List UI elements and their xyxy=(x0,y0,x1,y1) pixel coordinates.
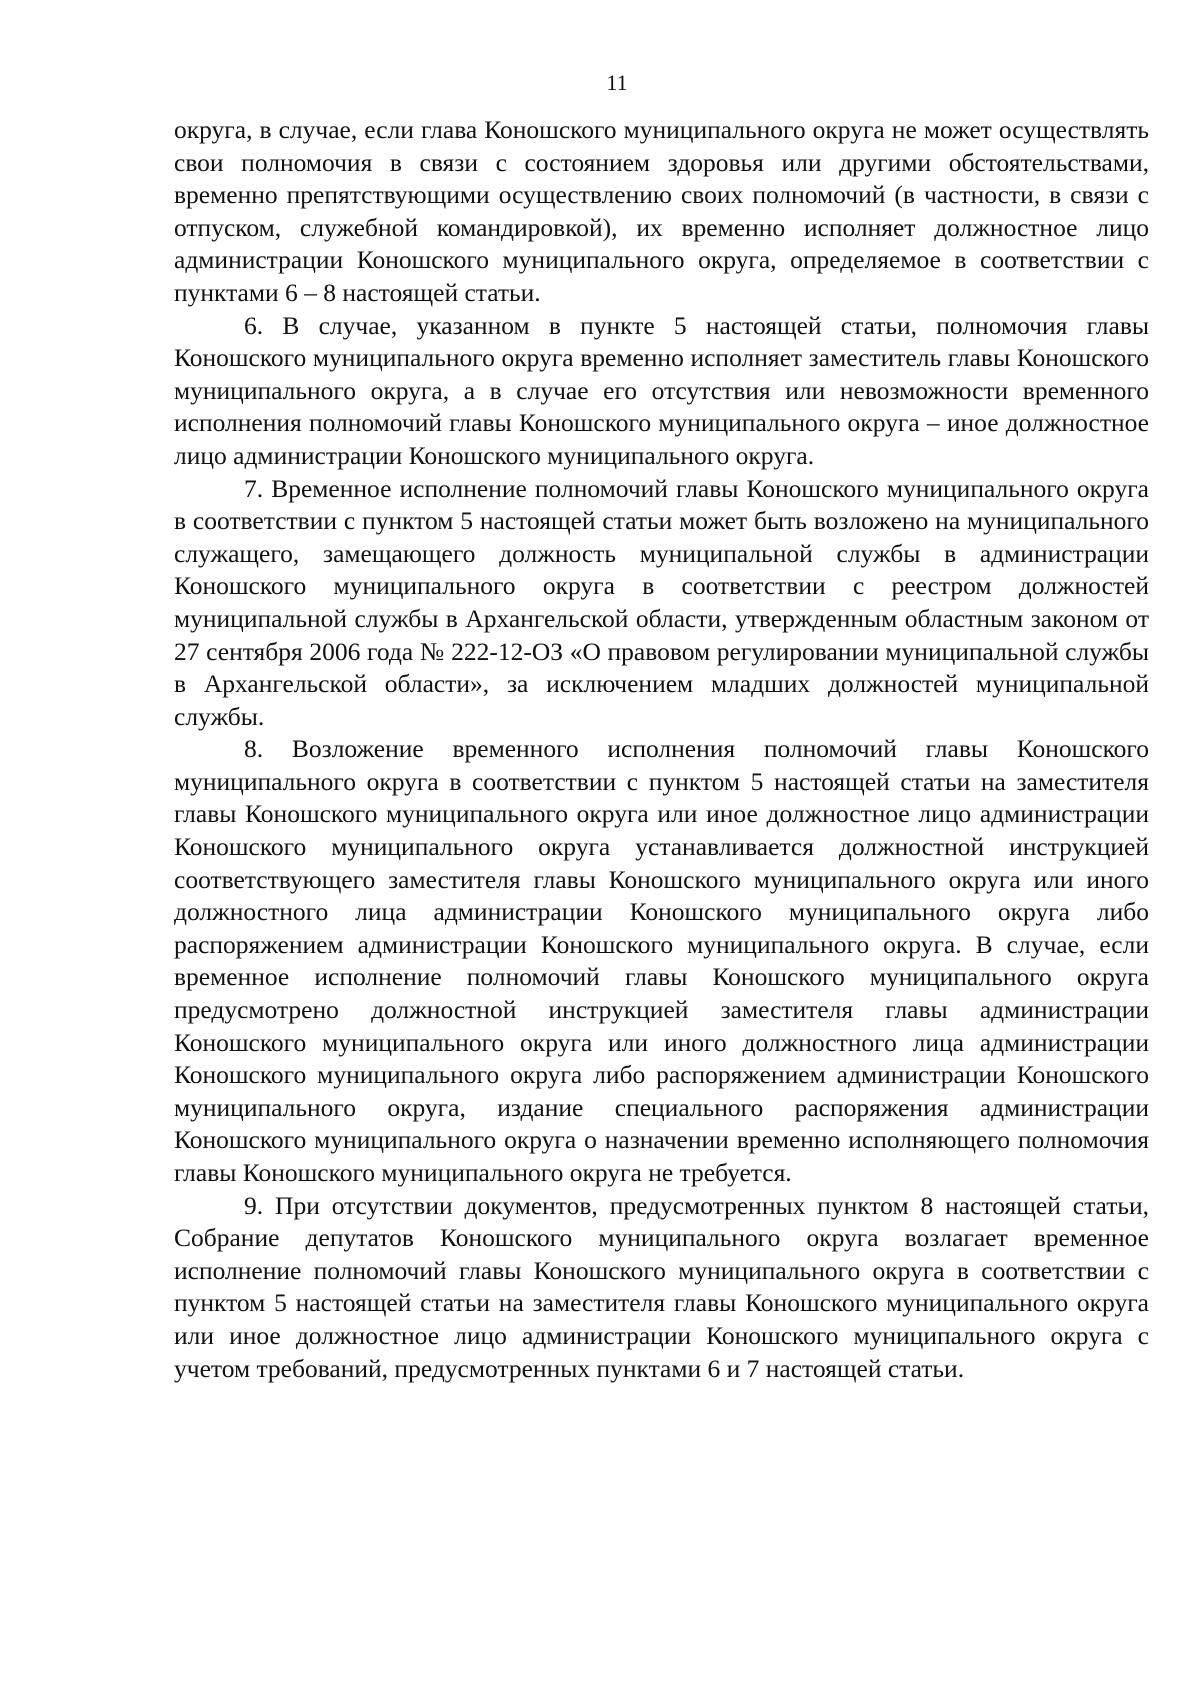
document-body xyxy=(174,114,1149,1385)
paragraph-5-continuation: округа, в случае, если глава Коношского муниципального округа не может осуществлять свои полномочия в связи с состоянием здоровья или другими обстоятельствами, временно препятствующими осуществлению своих полномочий (в частности, в связи с отпуском, служебной командировкой), их временно исполняет должностное лицо администрации Коношского муниципального округа, определяемое в соответствии с пунктами 6 – 8 настоящей статьи. xyxy=(174,115,1149,307)
page-number: 11 xyxy=(606,70,628,95)
paragraph-7: 7. Временное исполнение полномочий главы Коношского муниципального округа в соответствии с пунктом 5 настоящей статьи может быть возложено на муниципального служащего, замещающего должность муниципальной службы в администрации Коношского муниципального округа в соответствии с реестром должностей муниципальной службы в Архангельской области, утвержденным областным законом от 27 сентября 2006 года № 222-12-ОЗ «О правовом регулировании муниципальной службы в Архангельской области», за исключением младших должностей муниципальной службы. xyxy=(174,473,1149,731)
paragraph-9: 9. При отсутствии документов, предусмотренных пунктом 8 настоящей статьи, Собрание депутатов Коношского муниципального округа возлагает временное исполнение полномочий главы Коношского муниципального округа в соответствии с пунктом 5 настоящей статьи на заместителя главы Коношского муниципального округа или иное должностное лицо администрации Коношского муниципального округа с учетом требований, предусмотренных пунктами 6 и 7 настоящей статьи. xyxy=(174,1190,1149,1383)
paragraph-6: 6. В случае, указанном в пункте 5 настоящей статьи, полномочия главы Коношского муниципального округа временно исполняет заместитель главы Коношского муниципального округа, а в случае его отсутствия или невозможности временного исполнения полномочий главы Коношского муниципального округа – иное должностное лицо администрации Коношского муниципального округа. xyxy=(174,310,1149,470)
paragraph-8: 8. Возложение временного исполнения полномочий главы Коношского муниципального округа в соответствии с пунктом 5 настоящей статьи на заместителя главы Коношского муниципального округа или иное должностное лицо администрации Коношского муниципального округа устанавливается должностной инструкцией соответствующего заместителя главы Коношского муниципального округа или иного должностного лица администрации Коношского муниципального округа либо распоряжением администрации Коношского муниципального округа. В случае, если временное исполнение полномочий главы Коношского муниципального округа предусмотрено должностной инструкцией заместителя главы администрации Коношского муниципального округа или иного должностного лица администрации Коношского муниципального округа либо распоряжением администрации Коношского муниципального округа, издание специального распоряжения администрации Коношского муниципального округа о назначении временно исполняющего полномочия главы Коношского муниципального округа не требуется. xyxy=(174,734,1149,1187)
